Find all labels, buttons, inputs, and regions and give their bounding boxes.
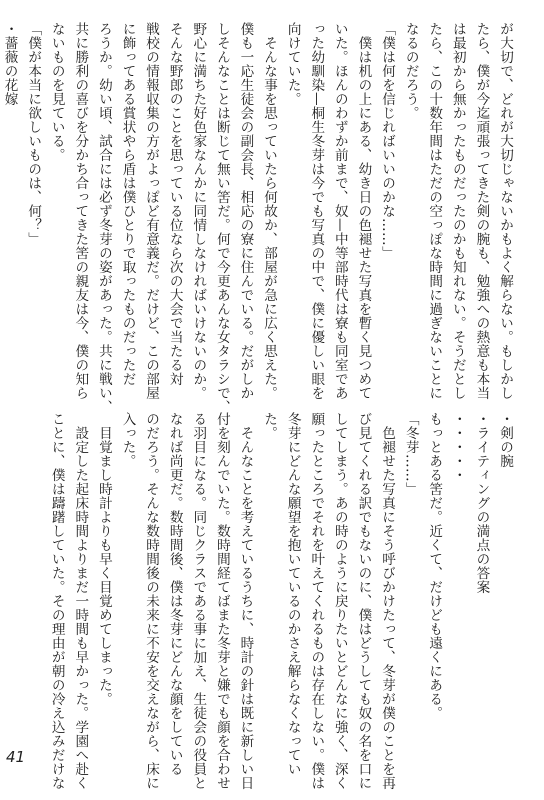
- text-line: もっとある筈だ。近くて、だけども遠くにある。: [426, 412, 443, 720]
- text-line: が大切で、どれが大切じゃないかもよく解らない。もしかし: [497, 22, 513, 400]
- text-line: そんな事を思っていたら何故か、部屋が急に広く思えた。: [261, 22, 278, 400]
- text-line: た。: [261, 412, 278, 440]
- text-line: 冬芽にどんな願望を抱いているのかさえ解らなくなってい: [284, 412, 301, 776]
- text-line: 「僕が本当に欲しいものは、何？」: [25, 22, 42, 246]
- upper-text-block: [1, 22, 516, 414]
- text-line: 僕も一応生徒会の副会長、相応の寮に住んでいる。だがしか: [237, 22, 254, 400]
- text-line: は最初から無かったものだったのかも知れない。そうだとし: [449, 22, 466, 400]
- text-line: に飾ってある賞状やら盾は僕ひとりで取ったものだっただ: [119, 22, 136, 386]
- text-line: 向けていた。: [284, 22, 301, 106]
- text-line: び見てくれる訳でもないのに、僕はどうしても奴の名を口に: [355, 412, 372, 790]
- text-line: った幼馴染—桐生冬芽は今でも写真の中で、僕に優しい眼を: [308, 22, 325, 400]
- text-line: そんな野郎のことを思っている位なら次の大会で当たる対: [166, 22, 183, 386]
- text-line: ことに、僕は躊躇していた。その理由が朝の冷え込みだけな: [48, 412, 65, 790]
- text-line: 共に勝利の喜びを分かち合ってきた筈の親友は今、僕の知ら: [72, 22, 89, 400]
- text-line: たら、僕が今迄頑張ってきた剣の腕も、勉強への熱意も本当: [473, 22, 490, 400]
- text-line: してしまう。あの時のように戻りたいとどんなに強く、深く: [331, 412, 348, 790]
- text-line: 色褪せた写真にそう呼びかけたって、冬芽が僕のことを再: [379, 412, 396, 790]
- text-line: ・・・・・: [449, 412, 466, 482]
- text-line: なれば尚更だ。数時間後、僕は冬芽にどんな顔をしている: [166, 412, 183, 776]
- text-line: 野心に満ちた好色家なんかに同情しなければいけないのか。: [190, 22, 207, 400]
- text-line: いた。ほんのわずか前まで、奴—中等部時代は寮も同室であ: [331, 22, 348, 400]
- text-line: 僕は机の上にある、幼き日の色褪せた写真を暫く見つめて: [355, 22, 372, 400]
- text-line: しそんなことは断じて無い筈だ。何で今更あんな女タラシで、: [213, 22, 230, 414]
- text-line: ・ライティングの満点の答案: [473, 412, 490, 594]
- text-line: のだろう。そんな数時間後の未来に不安を交えながら、床に: [143, 412, 160, 790]
- text-line: そんなことを考えているうちに、時計の針は既に新しい日: [237, 412, 254, 790]
- text-line: 入った。: [119, 412, 136, 468]
- text-line: なるのだろう。: [402, 22, 419, 120]
- text-line: たら、この十数年間はただの空っぽな時間に過ぎないことに: [426, 22, 443, 400]
- text-line: ・剣の腕: [497, 412, 513, 468]
- text-line: ろうか。幼い頃、試合には必ず冬芽の姿があった。共に戦い、: [95, 22, 112, 414]
- text-line: 願ったところでそれを叶えてくれるものは存在しない。僕は: [308, 412, 325, 790]
- text-line: 「僕は何を信じればいいのかな……」: [379, 22, 396, 260]
- text-line: 設定した起床時間よりまだ一時間も早かった。学園へ赴く: [72, 412, 89, 790]
- text-line: 目覚まし時計よりも早く目覚めてしまった。: [95, 412, 112, 706]
- text-line: ないものを見ている。: [48, 22, 65, 162]
- text-line: 「冬芽……」: [402, 412, 419, 496]
- text-line: 付を刻んでいた。数時間経てばまた冬芽と嫌でも顔を合わせ: [213, 412, 230, 790]
- lower-text-block: [38, 412, 516, 790]
- page-number: 41: [6, 748, 26, 766]
- text-line: 戦校の情報収集の方がよっぽど有意義だ。だけど、この部屋: [143, 22, 160, 400]
- text-line: る羽目になる。同じクラスである事に加え、生徒会の役員と: [190, 412, 207, 790]
- text-line: ・薔薇の花嫁: [1, 22, 18, 106]
